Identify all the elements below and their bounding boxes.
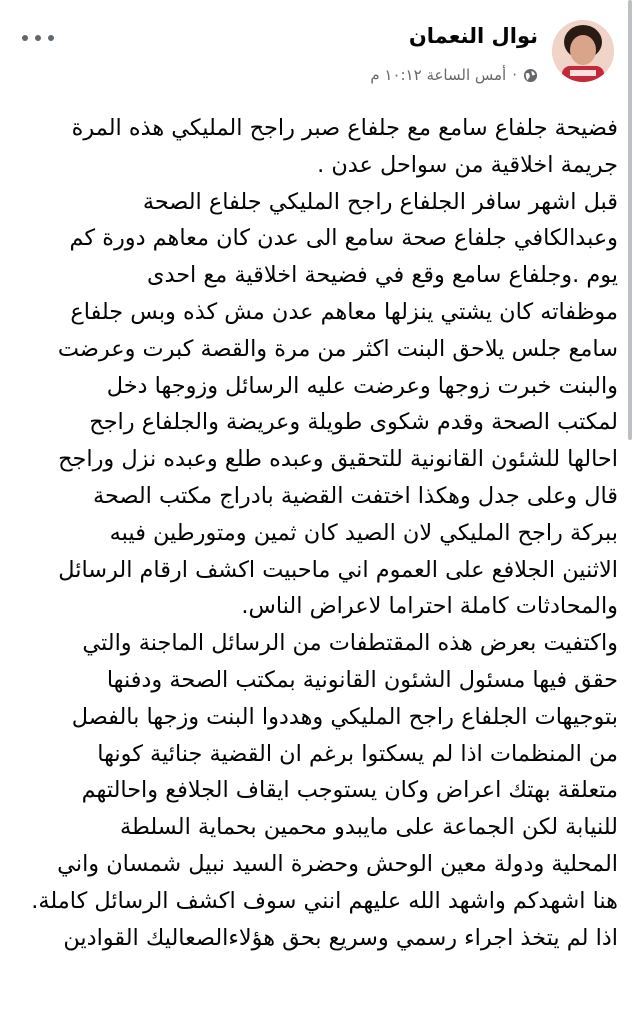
post-text-line: موظفاته كان يشتي ينزلها معاهم عدن مش كذه وبس جلفاع	[70, 298, 618, 325]
post-text-line: وعبدالكافي جلفاع صحة سامع الى عدن كان معاهم دورة كم	[69, 225, 618, 252]
more-options-icon	[22, 35, 28, 41]
post-text-line: من المنظمات اذا لم يسكتوا برغم ان القضية جنائية كونها	[97, 740, 618, 767]
post-text-line: حقق فيها مسئول الشئون القانونية بمكتب الصحة ودفنها	[106, 666, 618, 693]
meta-separator: ·	[512, 66, 517, 84]
post-text-line: جريمة اخلاقية من سواحل عدن .	[317, 151, 618, 178]
post-text-line: الاثنين الجلافع على العموم اني ماحبيت اكشف ارقام الرسائل	[58, 556, 618, 583]
post-timestamp[interactable]: أمس الساعة ١٠:١٢ م	[370, 66, 507, 84]
post-text-line: لمكتب الصحة وقدم شكوى طويلة وعريضة والجلفاع راجح	[89, 409, 618, 436]
post-text-line: بتوجيهات الجلفاع راجح المليكي وهددوا البنت وزجها بالفصل	[71, 703, 618, 730]
post-meta	[370, 66, 538, 84]
globe-icon[interactable]	[523, 68, 538, 83]
scrollbar[interactable]	[628, 0, 632, 440]
post-text-line: سامع جلس يلاحق البنت اكثر من مرة والقصة كبرت وعرضت	[57, 335, 618, 362]
post-text-line: المحلية ودولة معين الوحش وحضرة السيد نبيل شمسان واني	[57, 850, 618, 877]
post-text-line: احالها للشئون القانونية للتحقيق وعبده طلع وعبده نزل وراجح	[58, 446, 618, 473]
post-text-line: والبنت خبرت زوجها وعرضت عليه الرسائل وزوجها دخل	[106, 372, 618, 399]
post-header	[0, 0, 634, 108]
avatar-image	[552, 20, 614, 82]
more-options-button[interactable]	[22, 28, 54, 48]
post-text-line: فضيحة جلفاع سامع مع جلفاع صبر راجح المليكي هذه المرة	[71, 115, 618, 141]
post-text-line: واكتفيت بعرض هذه المقتطفات من الرسائل الماجنة والتي	[82, 630, 618, 657]
post-text-line: قبل اشهر سافر الجلفاع راجح المليكي جلفاع الصحة	[142, 188, 618, 215]
post-text-line: هنا اشهدكم واشهد الله عليهم انني سوف اكشف الرسائل كاملة.	[31, 887, 618, 914]
post-text-line: للنيابة لكن الجماعة على مايبدو محمين بحماية السلطة	[120, 814, 618, 841]
post-text	[18, 110, 618, 956]
post-text-line: متعلقة بهتك اعراض وكان يستوجب ايقاف الجلافع واحالتهم	[81, 777, 618, 804]
post-text-line: ببركة راجح المليكي لان الصيد كان ثمين ومتورطين فيبه	[109, 519, 618, 546]
post-text-line: يوم .وجلفاع سامع وقع في فضيحة اخلاقية مع احدى	[146, 262, 618, 289]
author-name[interactable]: نوال النعمان	[408, 24, 538, 48]
post-text-line: قال وعلى جدل وهكذا اختفت القضية بادراج مكتب الصحة	[92, 482, 618, 509]
post-text-line: اذا لم يتخذ اجراء رسمي وسريع بحق هؤلاءالصعاليك القوادين	[63, 924, 618, 951]
post-text-line: والمحادثات كاملة احتراما لاعراض الناس.	[241, 593, 618, 620]
author-avatar[interactable]	[552, 20, 614, 82]
